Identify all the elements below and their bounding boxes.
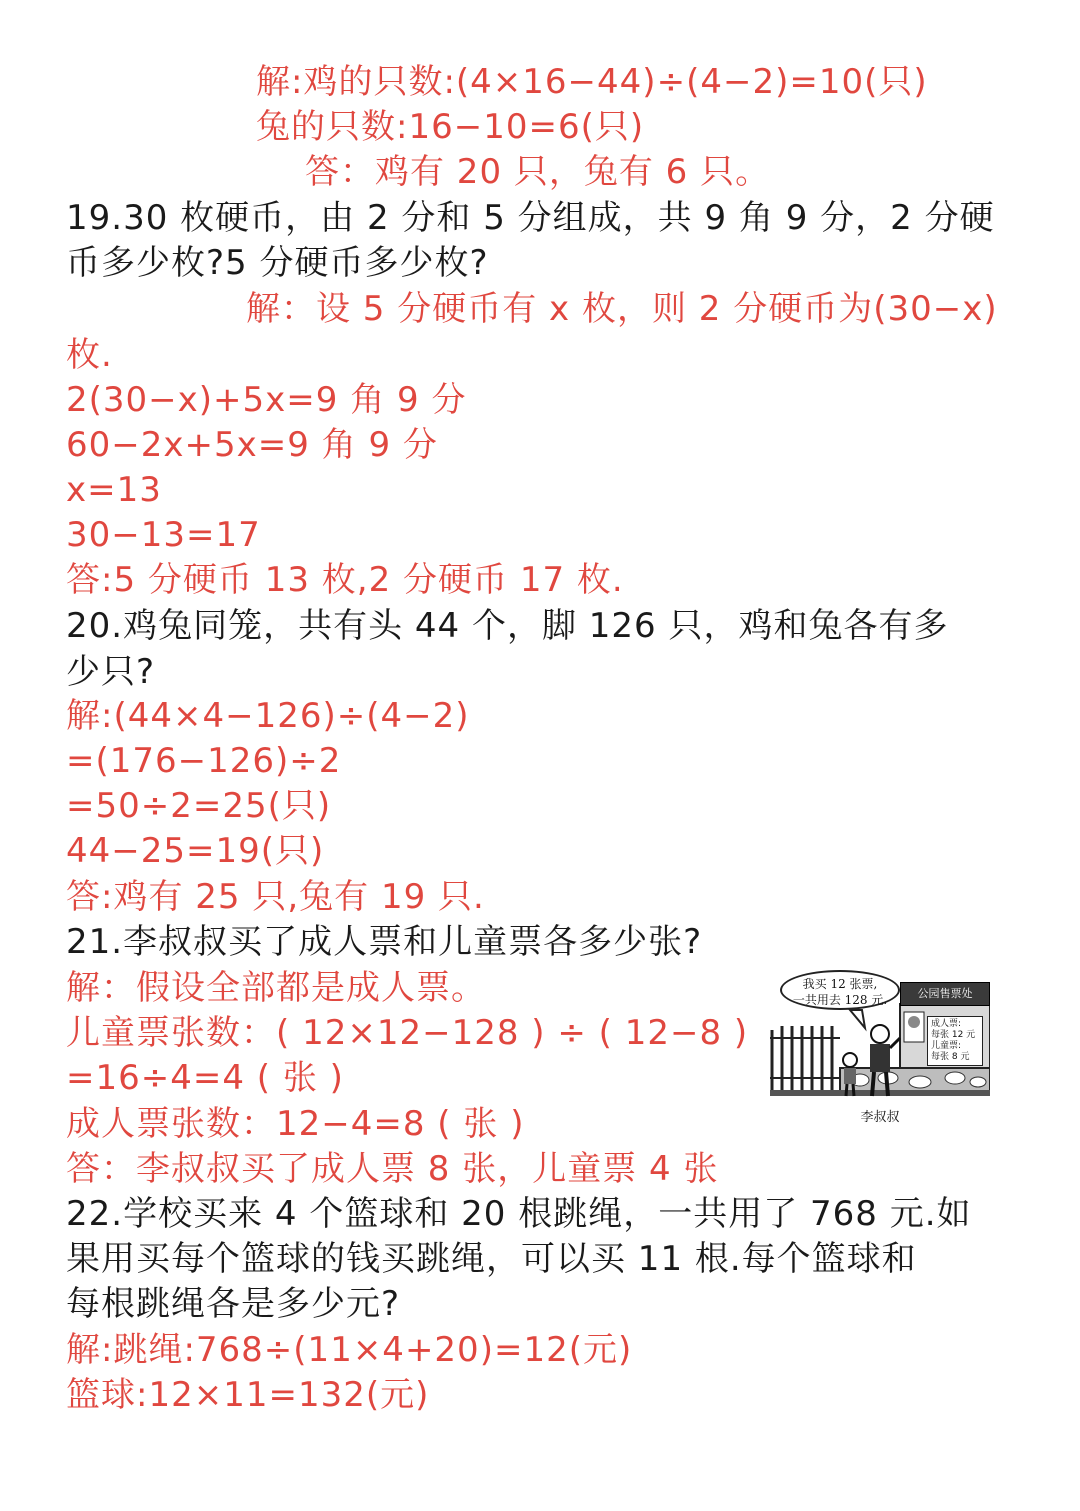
line-12: 答:5 分硬币 13 枚,2 分硬币 17 枚.: [66, 560, 624, 600]
line-2: 兔的只数:16−10=6(只): [256, 107, 645, 147]
line-30: 篮球:12×11=132(元): [66, 1375, 430, 1415]
line-16: =(176−126)÷2: [66, 741, 342, 781]
line-5: 币多少枚?5 分硬币多少枚?: [66, 243, 489, 283]
line-7: 枚.: [66, 335, 113, 375]
line-26: 22.学校买来 4 个篮球和 20 根跳绳，一共用了 768 元.如: [66, 1194, 972, 1234]
line-14: 少只?: [66, 652, 156, 692]
line-8: 2(30−x)+5x=9 角 9 分: [66, 380, 467, 420]
line-13: 20.鸡兔同笼，共有头 44 个，脚 126 只，鸡和兔各有多: [66, 606, 949, 646]
line-27: 果用买每个篮球的钱买跳绳，可以买 11 根.每个篮球和: [66, 1239, 917, 1279]
line-4: 19.30 枚硬币，由 2 分和 5 分组成，共 9 角 9 分，2 分硬: [66, 198, 995, 238]
line-11: 30−13=17: [66, 515, 261, 555]
line-29: 解:跳绳:768÷(11×4+20)=12(元): [66, 1330, 633, 1370]
line-10: x=13: [66, 470, 162, 510]
notice-adult-price: 每张 12 元: [931, 1030, 976, 1040]
price-notice: [927, 1016, 983, 1066]
line-25: 答：李叔叔买了成人票 8 张，儿童票 4 张: [66, 1149, 719, 1189]
line-3: 答：鸡有 20 只，兔有 6 只。: [305, 152, 771, 192]
speech-line-2: 一共用去 128 元.: [792, 993, 888, 1007]
line-9: 60−2x+5x=9 角 9 分: [66, 425, 438, 465]
notice-child-title: 儿童票:: [931, 1041, 962, 1051]
line-15: 解:(44×4−126)÷(4−2): [66, 696, 470, 736]
line-19: 答:鸡有 25 只,兔有 19 只.: [66, 877, 485, 917]
line-23: =16÷4=4 ( 张 ): [66, 1058, 344, 1098]
line-20: 21.李叔叔买了成人票和儿童票各多少张?: [66, 922, 703, 962]
ticket-booth-illustration: [770, 968, 990, 1128]
line-18: 44−25=19(只): [66, 831, 325, 871]
illustration-caption: 李叔叔: [860, 1110, 900, 1125]
line-24: 成人票张数：12−4=8 ( 张 ): [66, 1104, 525, 1144]
line-1: 解:鸡的只数:(4×16−44)÷(4−2)=10(只): [256, 62, 928, 102]
line-28: 每根跳绳各是多少元?: [66, 1284, 401, 1324]
line-21: 解：假设全部都是成人票。: [66, 968, 486, 1008]
line-22: 儿童票张数：( 12×12−128 ) ÷ ( 12−8 ): [66, 1013, 749, 1053]
line-17: =50÷2=25(只): [66, 786, 332, 826]
speech-bubble: [780, 970, 900, 1010]
line-6: 解：设 5 分硬币有 x 枚，则 2 分硬币为(30−x): [246, 289, 998, 329]
booth-sign: 公园售票处: [900, 982, 990, 1006]
notice-adult-title: 成人票:: [931, 1019, 962, 1029]
notice-child-price: 每张 8 元: [931, 1052, 970, 1062]
speech-line-1: 我买 12 张票,: [802, 977, 878, 991]
